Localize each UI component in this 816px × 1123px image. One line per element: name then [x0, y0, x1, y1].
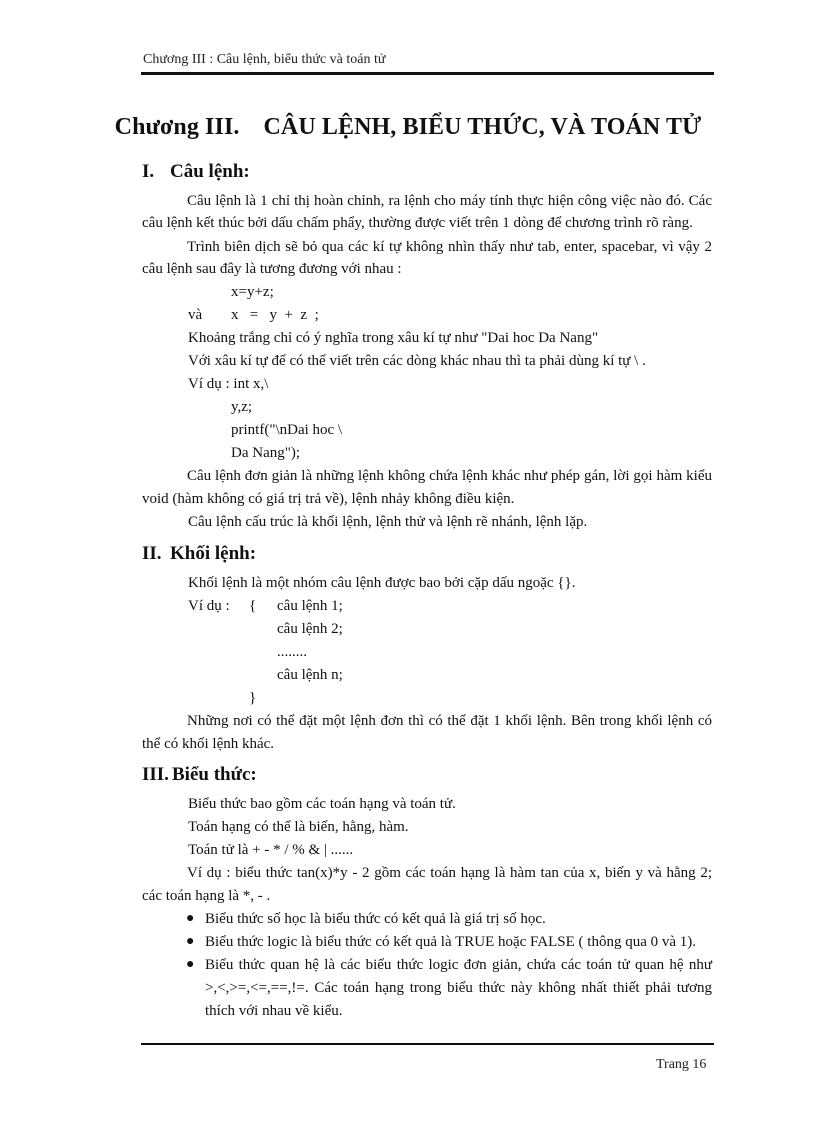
chapter-title [0, 114, 816, 141]
example-label: Ví dụ : int x,\ [188, 376, 269, 392]
list-item: Biểu thức logic là biểu thức có kết quả là TRUE hoặc FALSE ( thông qua 0 và 1). [205, 934, 697, 950]
section-number: III. [142, 764, 169, 785]
paragraph-line: Câu lệnh đơn giản là những lệnh không chứa lệnh khác như phép gán, lời gọi hàm kiểu [187, 468, 712, 484]
code-line: câu lệnh 1; [277, 598, 343, 614]
open-brace: { [249, 598, 257, 614]
section-heading-3 [142, 764, 257, 786]
paragraph-line: Khoảng trắng chỉ có ý nghĩa trong xâu kí tự như "Dai hoc Da Nang" [188, 330, 599, 346]
section-heading-1 [142, 161, 250, 183]
paragraph-line: các toán hạng là *, - . [142, 888, 271, 904]
paragraph-line: Câu lệnh là 1 chỉ thị hoàn chỉnh, ra lệnh cho máy tính thực hiện công việc nào đó. Các [187, 193, 712, 209]
paragraph-line: câu lệnh kết thúc bởi dấu chấm phẩy, thường được viết trên 1 dòng để chương trình rõ ràng. [142, 215, 693, 231]
header-divider [141, 72, 714, 75]
running-header: Chương III : Câu lệnh, biểu thức và toán tử [143, 52, 386, 67]
paragraph-line: Với xâu kí tự để có thể viết trên các dòng khác nhau thì ta phải dùng kí tự \ . [188, 353, 646, 369]
paragraph-line: Khối lệnh là một nhóm câu lệnh được bao bởi cặp dấu ngoặc {}. [188, 575, 576, 591]
section-number: II. [142, 543, 162, 564]
list-item: Biểu thức quan hệ là các biểu thức logic đơn giản, chứa các toán tử quan hệ như [205, 957, 712, 973]
and-label: và [188, 307, 203, 323]
section-title: Khối lệnh: [170, 543, 257, 564]
list-item: thích với nhau về kiểu. [205, 1003, 343, 1019]
example-label: Ví dụ : [188, 598, 230, 614]
section-title: Câu lệnh: [170, 161, 250, 182]
chapter-title-text: CÂU LỆNH, BIỂU THỨC, VÀ TOÁN TỬ [263, 114, 702, 140]
section-heading-2 [142, 543, 256, 565]
bullet-icon: ● [186, 911, 195, 926]
code-line: x = y + z ; [231, 307, 319, 323]
section-number: I. [142, 161, 155, 182]
bullet-icon: ● [186, 934, 195, 949]
paragraph-line: Toán tử là + - * / % & | ...... [188, 842, 354, 858]
paragraph-line: void (hàm không có giá trị trả về), lệnh nhảy không điều kiện. [142, 491, 515, 507]
section-title: Biểu thức: [172, 764, 257, 785]
footer-divider [141, 1043, 714, 1045]
code-line: x=y+z; [231, 284, 274, 300]
code-line: câu lệnh n; [277, 667, 343, 683]
chapter-number: Chương III. [114, 114, 240, 140]
paragraph-line: Ví dụ : biểu thức tan(x)*y - 2 gồm các toán hạng là hàm tan của x, biến y và hằng 2; [187, 865, 712, 881]
paragraph-line: Trình biên dịch sẽ bỏ qua các kí tự không nhìn thấy như tab, enter, spacebar, vì vậy 2 [187, 239, 712, 255]
code-line: câu lệnh 2; [277, 621, 343, 637]
paragraph-line: Biểu thức bao gồm các toán hạng và toán tử. [188, 796, 456, 812]
list-item: Biểu thức số học là biểu thức có kết quả là giá trị số học. [205, 911, 546, 927]
paragraph-line: Những nơi có thể đặt một lệnh đơn thì có thể đặt 1 khối lệnh. Bên trong khối lệnh có [187, 713, 712, 729]
close-brace: } [249, 690, 257, 706]
paragraph-line: thể có khối lệnh khác. [142, 736, 275, 752]
list-item: >,<,>=,<=,==,!=. Các toán hạng trong biểu thức này không nhất thiết phải tương [205, 980, 712, 996]
paragraph-line: Toán hạng có thể là biến, hằng, hàm. [188, 819, 409, 835]
code-line: Da Nang"); [231, 445, 301, 461]
page-number: Trang 16 [656, 1057, 707, 1072]
code-line: ........ [277, 644, 307, 660]
bullet-icon: ● [186, 957, 195, 972]
paragraph-line: câu lệnh sau đây là tương đương với nhau : [142, 261, 402, 277]
code-line: printf("\nDai hoc \ [231, 422, 343, 438]
code-line: y,z; [231, 399, 253, 415]
paragraph-line: Câu lệnh cấu trúc là khối lệnh, lệnh thử và lệnh rẽ nhánh, lệnh lặp. [188, 514, 588, 530]
